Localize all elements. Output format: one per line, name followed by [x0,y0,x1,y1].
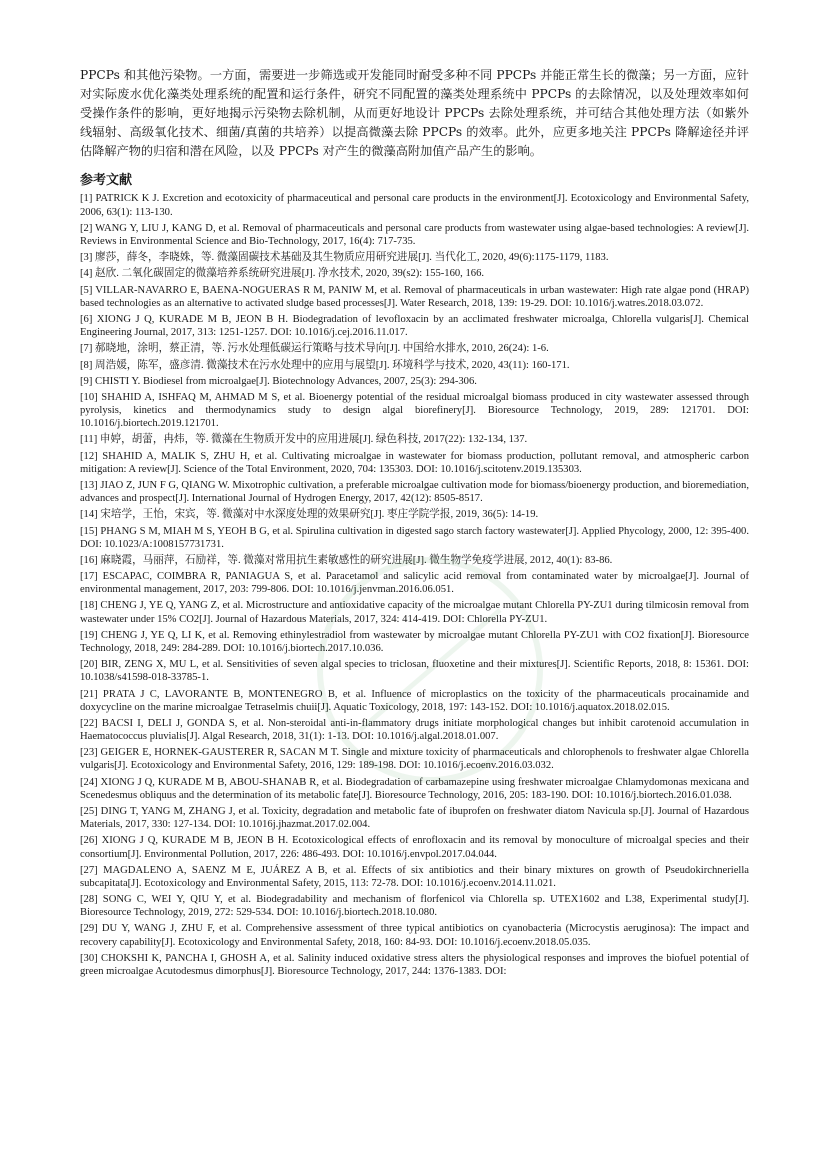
reference-item: [16] 麻晓霞，马丽萍，石励祥，等. 微藻对常用抗生素敏感性的研究进展[J]. 微生物学免疫学进展, 2012, 40(1): 83-86. [80,554,613,566]
reference-item: [25] DING T, YANG M, ZHANG J, et al. Toxicity, degradation and metabolic fate of ibuprofen on freshwater diatom Navicula sp.[J]. Journal of Hazardous Materials, 2017, 330: 127-134. DOI: 10.1016j.jhazmat.2017.02.004. [80,806,749,831]
reference-item: [6] XIONG J Q, KURADE M B, JEON B H. Biodegradation of levofloxacin by an acclimated freshwater microalga, Chlorella vulgaris[J]. Chemical Engineering Journal, 2017, 313: 1251-1257. DOI: 10.1016/j.cej.2016.11.017. [80,313,749,339]
reference-item: [28] SONG C, WEI Y, QIU Y, et al. Biodegradability and mechanism of florfenicol via Chlorella sp. UTEX1602 and L38, Experimental study[J]. Bioresource Technology, 2019, 272: 529-534. DOI: 10.1016/j.biortech.2018.10.080. [80,894,749,919]
reference-item: [1] PATRICK K J. Excretion and ecotoxicity of pharmaceutical and personal care products in the environment[J]. Ecotoxicology and Environmental Safety, 2006, 63(1): 113-130. [80,193,749,218]
reference-item: [22] BACSI I, DELI J, GONDA S, et al. Non-steroidal anti-in-flammatory drugs initiate morphological changes but inhibit carotenoid accumulation in Haematococcus pluvialis[J]. Algal Research, 2018, 31(1): 1-13. DOI: 10.1016/j.algal.2018.01.007. [80,717,749,743]
reference-item: [19] CHENG J, YE Q, LI K, et al. Removing ethinylestradiol from wastewater by microalgae mutant Chlorella PY-ZU1 with CO2 fixation[J]. Bioresource Technology, 2018, 249: 284-289. DOI: 10.1016/j.biortech.2017.10.036. [80,629,749,654]
reference-item: [10] SHAHID A, ISHFAQ M, AHMAD M S, et al. Bioenergy potential of the residual microalgal biomass produced in city wastewater assessed through pyrolysis, kinetics and thermodynamics study to design algal biorefinery[J]. Bioresource Technology, 2019, 289: 121701. DOI: 10.1016/j.biortech.2019.121701. [80,391,749,430]
reference-item: [20] BIR, ZENG X, MU L, et al. Sensitivities of seven algal species to triclosan, fluoxetine and their mixtures[J]. Scientific Reports, 2018, 8: 15361. DOI: 10.1038/s41598-018-33785-1. [80,659,749,684]
reference-item: [15] PHANG S M, MIAH M S, YEOH B G, et al. Spirulina cultivation in digested sago starch factory wastewater[J]. Applied Phycology, 2000, 12: 395-400. DOI: 10.1023/A:1008157731731. [80,525,749,550]
reference-item: [23] GEIGER E, HORNEK-GAUSTERER R, SACAN M T. Single and mixture toxicity of pharmaceuticals and chlorophenols to freshwater algae Chlorella vulgaris[J]. Ecotoxicology and Environmental Safety, 2016, 129: 189-198. DOI: 10.1016/j.ecoenv.2016.03.032. [80,747,749,772]
reference-item: [5] VILLAR-NAVARRO E, BAENA-NOGUERAS R M, PANIW M, et al. Removal of pharmaceuticals in urban wastewater: High rate algae pond (HRAP) based technologies as an alternative to activated sludge based processes[J]. Water Research, 2018, 139: 19-29. DOI: 10.1016/j.watres.2018.03.072. [80,284,749,309]
reference-item: [21] PRATA J C, LAVORANTE B, MONTENEGRO B, et al. Influence of microplastics on the toxicity of the pharmaceuticals procainamide and doxycycline on the marine microalgae Tetraselmis chuii[J]. Aquatic Toxicology, 2018, 197: 143-152. DOI: 10.1016/j.aquatox.2018.02.015. [80,688,749,713]
page-body [80,66,749,981]
reference-item: [9] CHISTI Y. Biodiesel from microalgae[J]. Biotechnology Advances, 2007, 25(3): 294-306. [80,375,477,387]
intro-section [80,66,749,161]
reference-item: [30] CHOKSHI K, PANCHA I, GHOSH A, et al. Salinity induced oxidative stress alters the physiological responses and improves the biofuel potential of green microalgae Acutodesmus dimorphus[J]. Bioresource Technology, 2017, 244: 1376-1383. DOI: [80,952,749,977]
references-heading: 参考文献 [80,173,133,189]
reference-item: [29] DU Y, WANG J, ZHU F, et al. Comprehensive assessment of three typical antibiotics on cyanobacteria (Microcystis aeruginosa): The impact and recovery capability[J]. Ecotoxicology and Environmental Safety, 2018, 160: 84-93. DOI: 10.1016/j.ecoenv.2018.05.035. [80,923,749,948]
reference-item: [18] CHENG J, YE Q, YANG Z, et al. Microstructure and antioxidative capacity of the microalgae mutant Chlorella PY-ZU1 during tilmicosin removal from wastewater under 15% CO2[J]. Journal of Hazardous Materials, 2017, 324: 414-419. DOI: Chlorella PY-ZU1. [80,600,749,625]
reference-item: [26] XIONG J Q, KURADE M B, JEON B H. Ecotoxicological effects of enrofloxacin and its removal by monoculture of microalgal species and their consortium[J]. Environmental Pollution, 2017, 226: 486-493. DOI: 10.1016/j.envpol.2017.04.044. [80,835,749,860]
reference-item: [27] MAGDALENO A, SAENZ M E, JUÁREZ A B, et al. Effects of six antibiotics and their binary mixtures on growth of Pseudokirchneriella subcapitata[J]. Ecotoxicology and Environmental Safety, 2015, 113: 72-78. DOI: 10.1016/j.ecoenv.2014.11.021. [80,864,749,889]
reference-item: [11] 申婷，胡蕾，冉炜，等. 微藻在生物质开发中的应用进展[J]. 绿色科技, 2017(22): 132-134, 137. [80,434,528,446]
reference-list [80,192,749,978]
reference-item: [8] 周浩媛，陈军，盛彦清. 微藻技术在污水处理中的应用与展望[J]. 环境科学与技术, 2020, 43(11): 160-171. [80,359,570,371]
reference-item: [24] XIONG J Q, KURADE M B, ABOU-SHANAB R, et al. Biodegradation of carbamazepine using freshwater microalgae Chlamydomonas mexicana and Scenedesmus obliquus and the determination of its metabolic fate[J]. Bioresource Technology, 2016, 205: 183-190. DOI: 10.1016/j.biortech.2016.01.038. [80,776,749,801]
intro-paragraph: PPCPs 和其他污染物。一方面，需要进一步筛选或开发能同时耐受多种不同 PPCPs 并能正常生长的微藻；另一方面，应针对实际废水优化藻类处理系统的配置和运行条件，研究不同配置的藻类处理系统中 PPCPs 的去除情况，以及处理效率如何受操作条件的影响，更好地揭示污染物去除机制，从而更好地设计 PPCPs 去除处理系统，并可结合其他处理方法（如紫外线辐射、高级氧化技术、细菌/真菌的共培养）以提高微藻去除 PPCPs 的效率。此外，应更多地关注 PPCPs 降解途径并评估降解产物的归宿和潜在风险，以及 PPCPs 对产生的微藻高附加值产品产生的影响。 [80,68,749,159]
reference-item: [2] WANG Y, LIU J, KANG D, et al. Removal of pharmaceuticals and personal care products from wastewater using algae-based technologies: A review[J]. Reviews in Environmental Science and Bio-Technology, 2017, 16(4): 717-735. [80,222,749,247]
reference-item: [3] 廖莎，薛冬，李晓姝，等. 微藻固碳技术基础及其生物质应用研究进展[J]. 当代化工, 2020, 49(6):1175-1179, 1183. [80,252,609,264]
reference-item: [17] ESCAPAC, COIMBRA R, PANIAGUA S, et al. Paracetamol and salicylic acid removal from contaminated water by microalgae[J]. Journal of environmental management, 2017, 203: 799-806. DOI: 10.1016/j.jenvman.2016.06.051. [80,571,749,596]
reference-item: [4] 赵欣. 二氧化碳固定的微藻培养系统研究进展[J]. 净水技术, 2020, 39(s2): 155-160, 166. [80,268,485,280]
reference-item: [12] SHAHID A, MALIK S, ZHU H, et al. Cultivating microalgae in wastewater for biomass production, pollutant removal, and atmospheric carbon mitigation: A review[J]. Science of the Total Environment, 2020, 704: 135303. DOI: 10.1016/j.scitotenv.2019.135303. [80,450,749,475]
reference-item: [13] JIAO Z, JUN F G, QIANG W. Mixotrophic cultivation, a preferable microalgae cultivation mode for biomass/bioenergy production, and bioremediation, advances and prospect[J]. International Journal of Hydrogen Energy, 2017, 42(12): 8505-8517. [80,480,749,505]
reference-item: [14] 宋培学，王怡，宋宾，等. 微藻对中水深度处理的效果研究[J]. 枣庄学院学报, 2019, 36(5): 14-19. [80,509,539,521]
reference-item: [7] 郝晓地，涂明，蔡正清，等. 污水处理低碳运行策略与技术导向[J]. 中国给水排水, 2010, 26(24): 1-6. [80,343,549,355]
